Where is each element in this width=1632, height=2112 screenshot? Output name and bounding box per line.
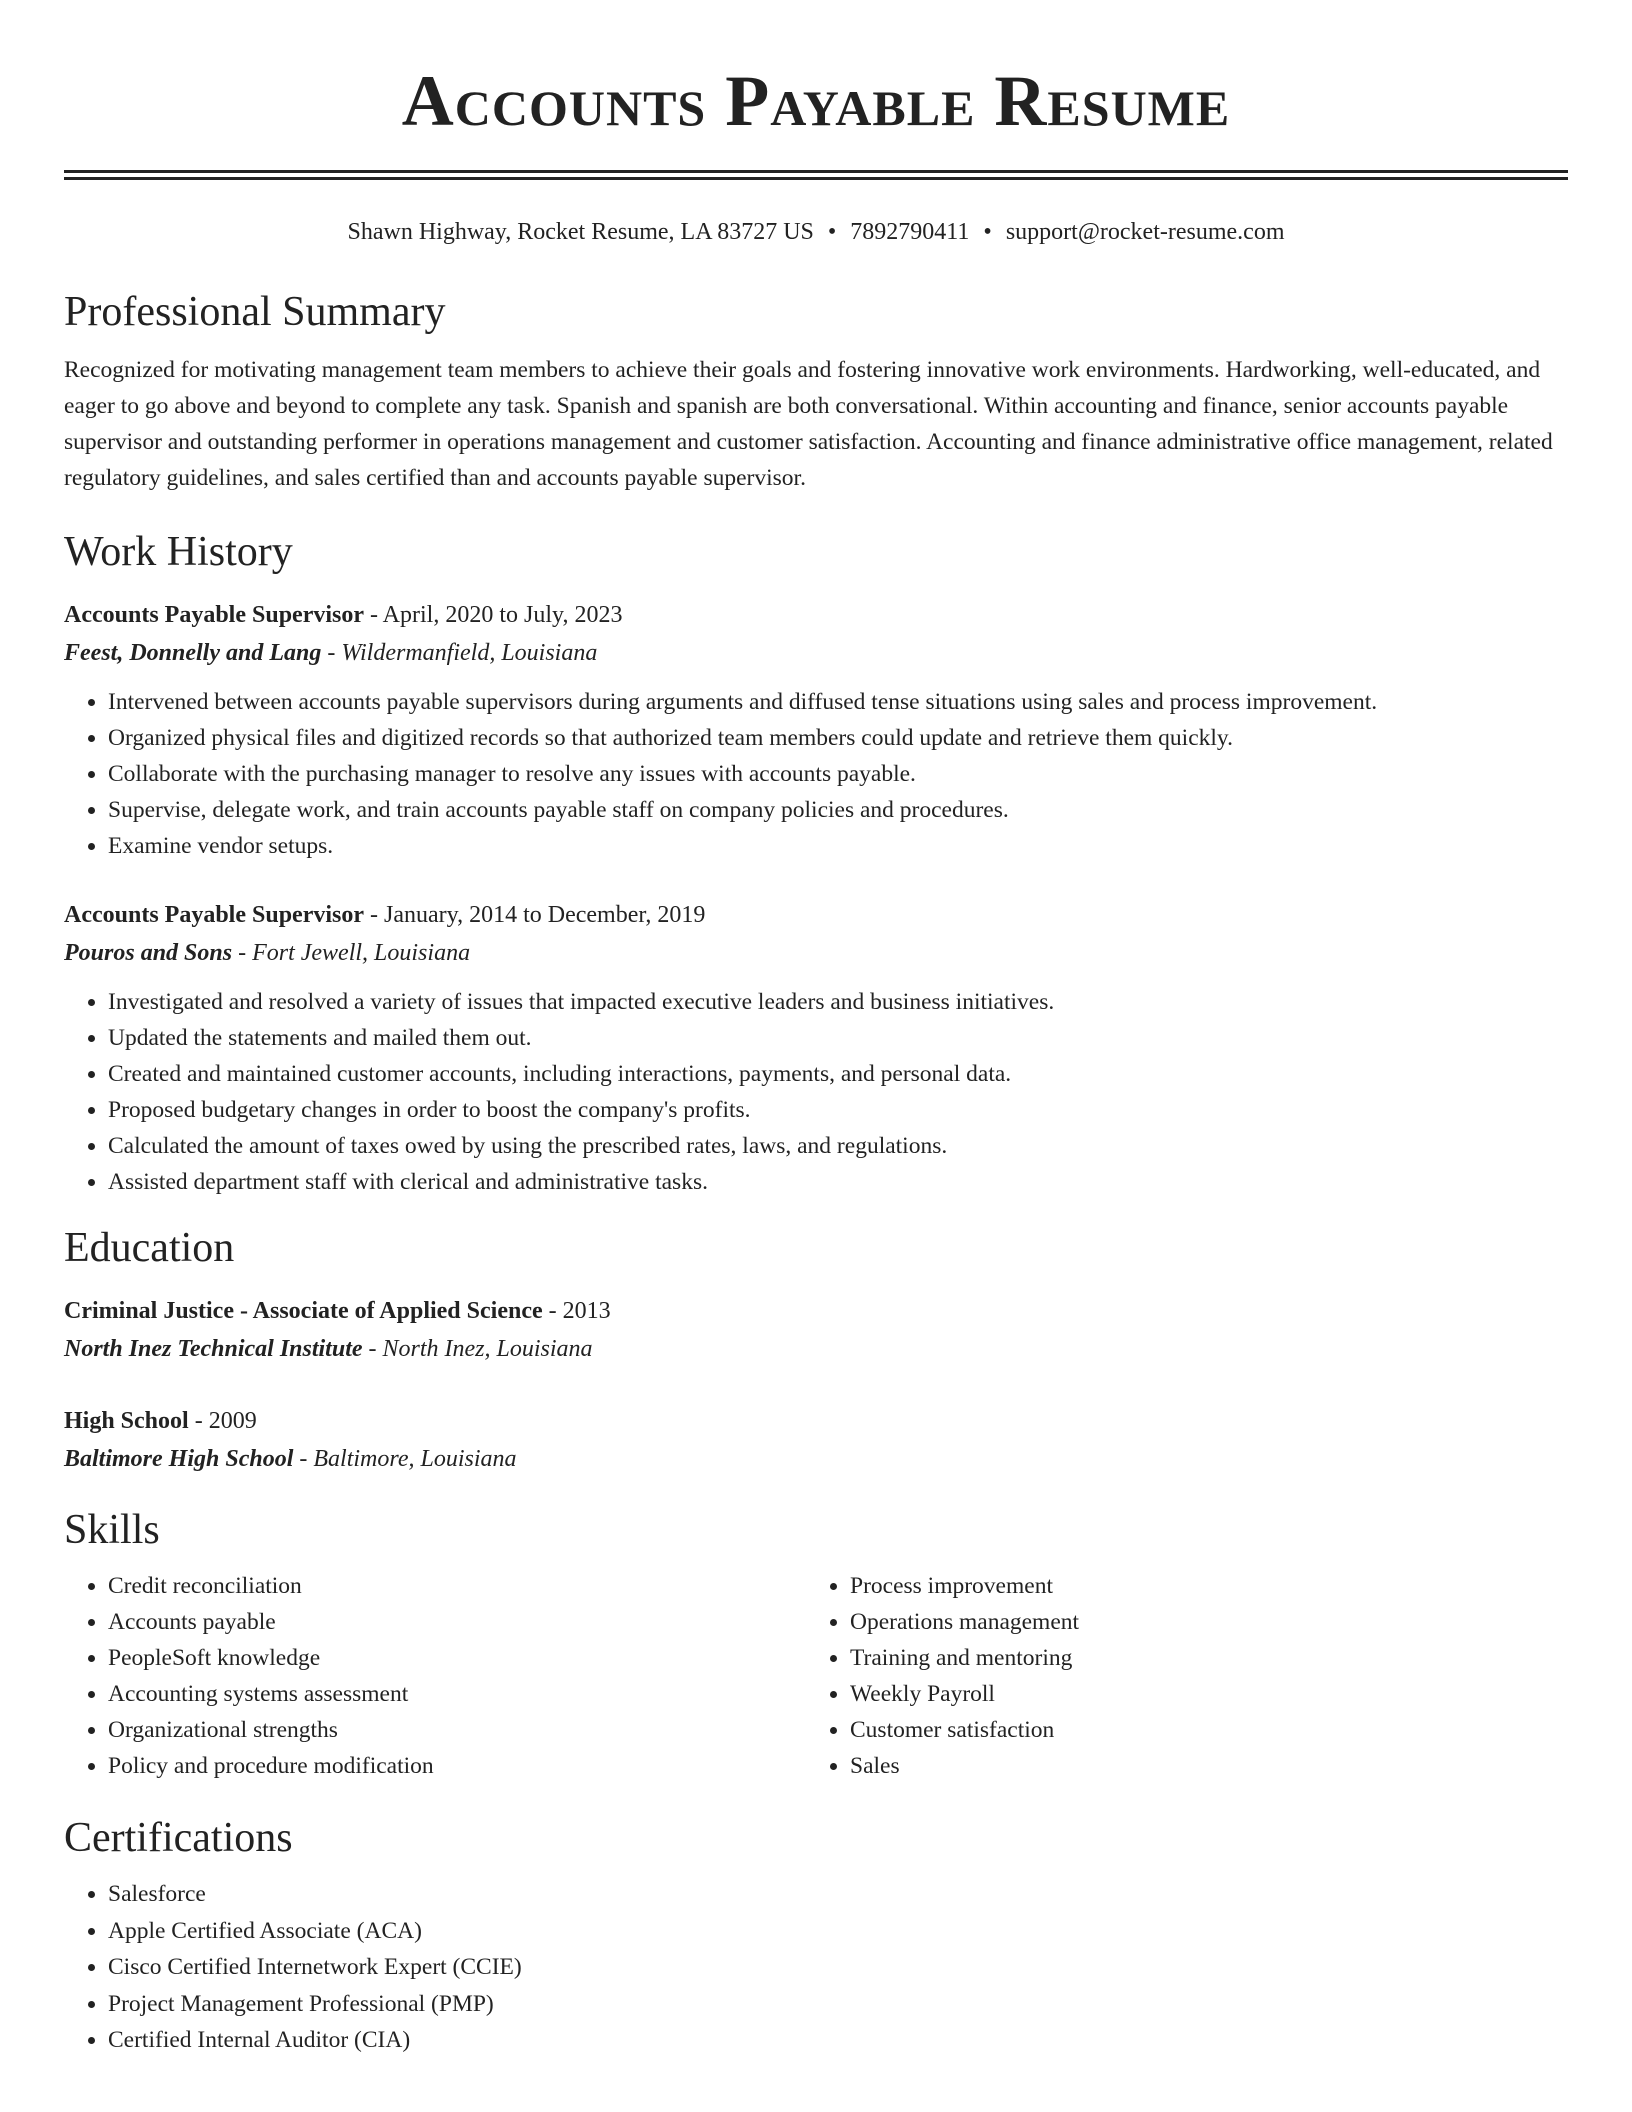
skill-item: • PeopleSoft knowledge	[108, 1640, 806, 1676]
job-title: Accounts Payable Supervisor	[64, 602, 364, 628]
education-location: - Baltimore, Louisiana	[293, 1446, 517, 1472]
job-bullet: • Calculated the amount of taxes owed by using the prescribed rates, laws, and regulations.	[108, 1128, 1568, 1164]
skill-item: • Credit reconciliation	[108, 1568, 806, 1604]
job-bullet: • Examine vendor setups.	[108, 828, 1568, 864]
title-divider	[64, 170, 1568, 180]
education-school: North Inez Technical Institute	[64, 1336, 363, 1362]
job-title-line	[64, 596, 1568, 634]
education-degree: High School	[64, 1408, 189, 1434]
education-school-line	[64, 1440, 1568, 1478]
job-title-line	[64, 896, 1568, 934]
skill-item: • Accounting systems assessment	[108, 1676, 806, 1712]
education-entry	[64, 1292, 1568, 1368]
resume-title: Accounts Payable Resume	[401, 61, 1231, 141]
job-bullet: • Assisted department staff with clerical and administrative tasks.	[108, 1164, 1568, 1200]
job-dates: - January, 2014 to December, 2019	[364, 902, 706, 928]
job-dates: - April, 2020 to July, 2023	[364, 602, 623, 628]
job-bullet: • Collaborate with the purchasing manager to resolve any issues with accounts payable.	[108, 756, 1568, 792]
certification-item: • Salesforce	[108, 1876, 1568, 1913]
education-degree-line	[64, 1402, 1568, 1440]
education-degree: Criminal Justice - Associate of Applied Science	[64, 1298, 543, 1324]
certification-item: • Apple Certified Associate (ACA)	[108, 1913, 1568, 1950]
skill-item: • Training and mentoring	[850, 1640, 1548, 1676]
job-bullet: • Organized physical files and digitized records so that authorized team members could update and retrieve them quickly.	[108, 720, 1568, 756]
job-company: Feest, Donnelly and Lang	[64, 640, 322, 666]
skill-item: • Accounts payable	[108, 1604, 806, 1640]
job-bullet: • Intervened between accounts payable supervisors during arguments and diffused tense situations using sales and process improvement.	[108, 684, 1568, 720]
skill-item: • Organizational strengths	[108, 1712, 806, 1748]
work-history-heading: Work History	[64, 529, 293, 575]
education-school: Baltimore High School	[64, 1446, 294, 1472]
job-entry	[64, 896, 1568, 1200]
skills-list-left	[64, 1568, 806, 1784]
skills-list-right	[806, 1568, 1548, 1784]
job-title: Accounts Payable Supervisor	[64, 902, 364, 928]
certifications-heading: Certifications	[64, 1815, 293, 1861]
skill-item: • Operations management	[850, 1604, 1548, 1640]
education-school-line	[64, 1330, 1568, 1368]
job-bullets	[64, 684, 1568, 864]
summary-heading: Professional Summary	[64, 289, 446, 335]
job-company-line	[64, 934, 1568, 972]
summary-text: Recognized for motivating management team members to achieve their goals and fostering innovative work environments. Hardworking, well-educated, and eager to go above and beyond to complete any task. Spanish and spanish are both conversational. Within accounting and finance, senior accounts payable supervisor and outstanding performer in operations management and customer satisfaction. Accounting and finance administrative office management, related regulatory guidelines, and sales certified than and accounts payable supervisor.	[64, 357, 1553, 491]
job-bullet: • Proposed budgetary changes in order to boost the company's profits.	[108, 1092, 1568, 1128]
education-year: - 2009	[188, 1408, 257, 1434]
skill-item: • Weekly Payroll	[850, 1676, 1548, 1712]
skill-item: • Sales	[850, 1748, 1548, 1784]
skill-item: • Customer satisfaction	[850, 1712, 1548, 1748]
certification-item: • Certified Internal Auditor (CIA)	[108, 2022, 1568, 2059]
education-heading: Education	[64, 1225, 235, 1271]
job-bullets	[64, 984, 1568, 1200]
job-bullet: • Updated the statements and mailed them out.	[108, 1020, 1568, 1056]
job-company-line	[64, 634, 1568, 672]
job-entry	[64, 596, 1568, 864]
job-bullet: • Created and maintained customer accounts, including interactions, payments, and personal data.	[108, 1056, 1568, 1092]
certifications-list	[64, 1876, 1568, 2059]
contact-email: support@rocket-resume.com	[1005, 219, 1285, 245]
education-entry	[64, 1402, 1568, 1478]
certification-item: • Project Management Professional (PMP)	[108, 1986, 1568, 2023]
skill-item: • Process improvement	[850, 1568, 1548, 1604]
job-bullet: • Investigated and resolved a variety of issues that impacted executive leaders and business initiatives.	[108, 984, 1568, 1020]
education-degree-line	[64, 1292, 1568, 1330]
job-company: Pouros and Sons	[64, 940, 233, 966]
skills-heading: Skills	[64, 1507, 160, 1553]
skills-columns	[64, 1568, 1568, 1784]
job-location: - Fort Jewell, Louisiana	[232, 940, 471, 966]
contact-address: Shawn Highway, Rocket Resume, LA 83727 US	[347, 219, 814, 245]
education-year: - 2013	[542, 1298, 611, 1324]
education-location: - North Inez, Louisiana	[362, 1336, 593, 1362]
job-bullet: • Supervise, delegate work, and train accounts payable staff on company policies and procedures.	[108, 792, 1568, 828]
certification-item: • Cisco Certified Internetwork Expert (CCIE)	[108, 1949, 1568, 1986]
contact-separator: •	[983, 219, 992, 245]
contact-phone: 7892790411	[850, 219, 970, 245]
contact-separator: •	[827, 219, 837, 245]
contact-line	[64, 216, 1568, 248]
job-location: - Wildermanfield, Louisiana	[321, 640, 598, 666]
skill-item: • Policy and procedure modification	[108, 1748, 806, 1784]
